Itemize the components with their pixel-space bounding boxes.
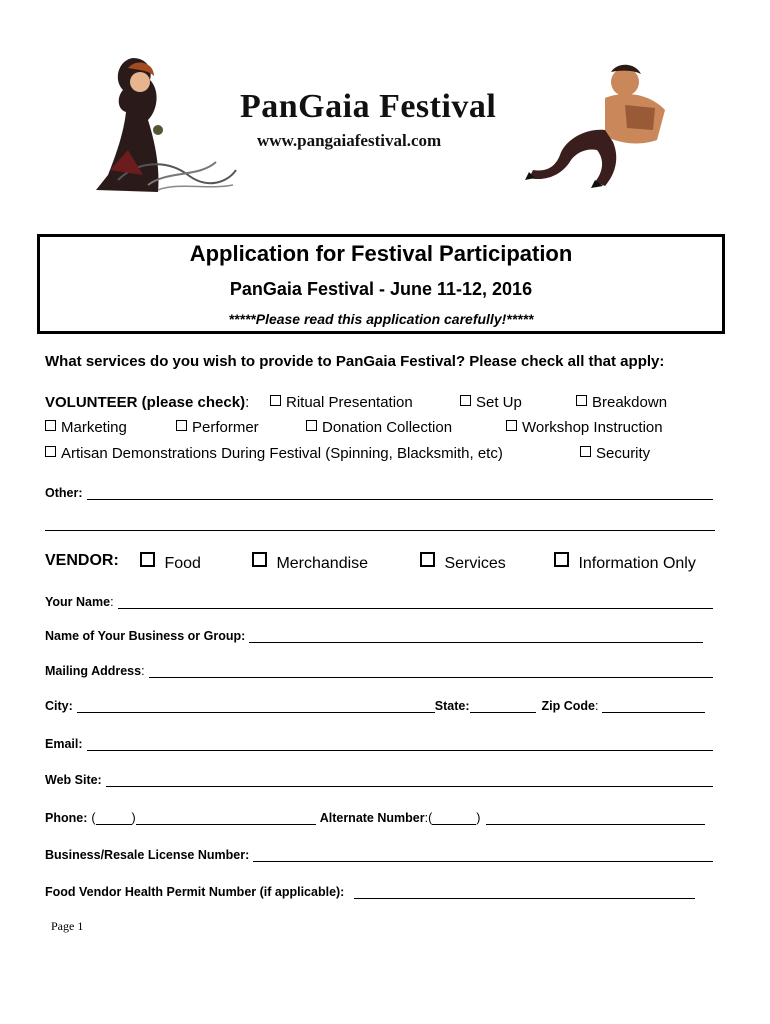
website-input-line[interactable]: [106, 772, 713, 787]
read-carefully-notice: *****Please read this application carefully!*****: [228, 311, 534, 327]
mailing-address-field[interactable]: Mailing Address :: [45, 658, 713, 678]
phone-row: Phone: ( ) Alternate Number : ( ): [45, 805, 705, 825]
other-second-line[interactable]: [45, 530, 715, 531]
checkbox-vendor-information-only[interactable]: Information Only: [554, 552, 696, 573]
checkbox-marketing[interactable]: Marketing: [45, 419, 127, 436]
checkbox-square-icon[interactable]: [554, 552, 569, 567]
your-name-field[interactable]: Your Name :: [45, 589, 713, 609]
license-number-field[interactable]: Business/Resale License Number:: [45, 842, 713, 862]
license-number-input-line[interactable]: [253, 847, 713, 862]
checkbox-donation-collection[interactable]: Donation Collection: [306, 419, 452, 436]
phone-area-code-line[interactable]: [96, 810, 132, 825]
application-title-box: [37, 234, 725, 334]
mailing-address-input-line[interactable]: [149, 663, 713, 678]
checkbox-performer[interactable]: Performer: [176, 419, 259, 436]
health-permit-field[interactable]: Food Vendor Health Permit Number (if applicable):: [45, 879, 695, 899]
checkbox-square-icon[interactable]: [140, 552, 155, 567]
state-input-line[interactable]: [470, 698, 536, 713]
checkbox-square-icon[interactable]: [306, 420, 317, 431]
checkbox-square-icon[interactable]: [176, 420, 187, 431]
checkbox-vendor-merchandise[interactable]: Merchandise: [252, 552, 368, 573]
other-field[interactable]: Other:: [45, 480, 713, 500]
checkbox-square-icon[interactable]: [270, 395, 281, 406]
checkbox-square-icon[interactable]: [420, 552, 435, 567]
festival-website: www.pangaiafestival.com: [257, 131, 442, 150]
satyr-illustration: [525, 60, 690, 190]
checkbox-square-icon[interactable]: [460, 395, 471, 406]
goddess-illustration: [88, 50, 238, 200]
checkbox-square-icon[interactable]: [576, 395, 587, 406]
checkbox-square-icon[interactable]: [580, 446, 591, 457]
checkbox-square-icon[interactable]: [45, 446, 56, 457]
checkbox-breakdown[interactable]: Breakdown: [576, 394, 667, 411]
zip-code-input-line[interactable]: [602, 698, 705, 713]
checkbox-ritual-presentation[interactable]: Ritual Presentation: [270, 394, 413, 411]
checkbox-square-icon[interactable]: [506, 420, 517, 431]
volunteer-label: VOLUNTEER (please check):: [45, 394, 250, 411]
health-permit-input-line[interactable]: [354, 884, 695, 899]
checkbox-workshop-instruction[interactable]: Workshop Instruction: [506, 419, 663, 436]
services-question: What services do you wish to provide to PanGaia Festival? Please check all that apply:: [45, 353, 665, 370]
vendor-label: VENDOR:: [45, 552, 119, 569]
checkbox-security[interactable]: Security: [580, 445, 650, 462]
city-input-line[interactable]: [77, 698, 435, 713]
email-field[interactable]: Email:: [45, 731, 713, 751]
other-input-line[interactable]: [87, 485, 714, 500]
email-input-line[interactable]: [87, 736, 713, 751]
business-name-input-line[interactable]: [249, 628, 703, 643]
checkbox-vendor-services[interactable]: Services: [420, 552, 506, 573]
alternate-area-code-line[interactable]: [432, 810, 476, 825]
checkbox-set-up[interactable]: Set Up: [460, 394, 522, 411]
city-state-zip-row: City: State: Zip Code :: [45, 693, 705, 713]
business-name-field[interactable]: Name of Your Business or Group:: [45, 623, 703, 643]
checkbox-square-icon[interactable]: [252, 552, 267, 567]
festival-title: PanGaia Festival: [240, 88, 497, 125]
festival-dates: PanGaia Festival - June 11-12, 2016: [229, 279, 533, 299]
your-name-input-line[interactable]: [118, 594, 713, 609]
checkbox-artisan-demonstrations[interactable]: Artisan Demonstrations During Festival (Spinning, Blacksmith, etc): [45, 445, 503, 462]
phone-number-line[interactable]: [136, 810, 316, 825]
page-number: Page 1: [51, 919, 84, 933]
alternate-number-line[interactable]: [486, 810, 705, 825]
checkbox-vendor-food[interactable]: Food: [140, 552, 201, 573]
website-field[interactable]: Web Site:: [45, 767, 713, 787]
checkbox-square-icon[interactable]: [45, 420, 56, 431]
application-title: Application for Festival Participation: [189, 241, 573, 266]
